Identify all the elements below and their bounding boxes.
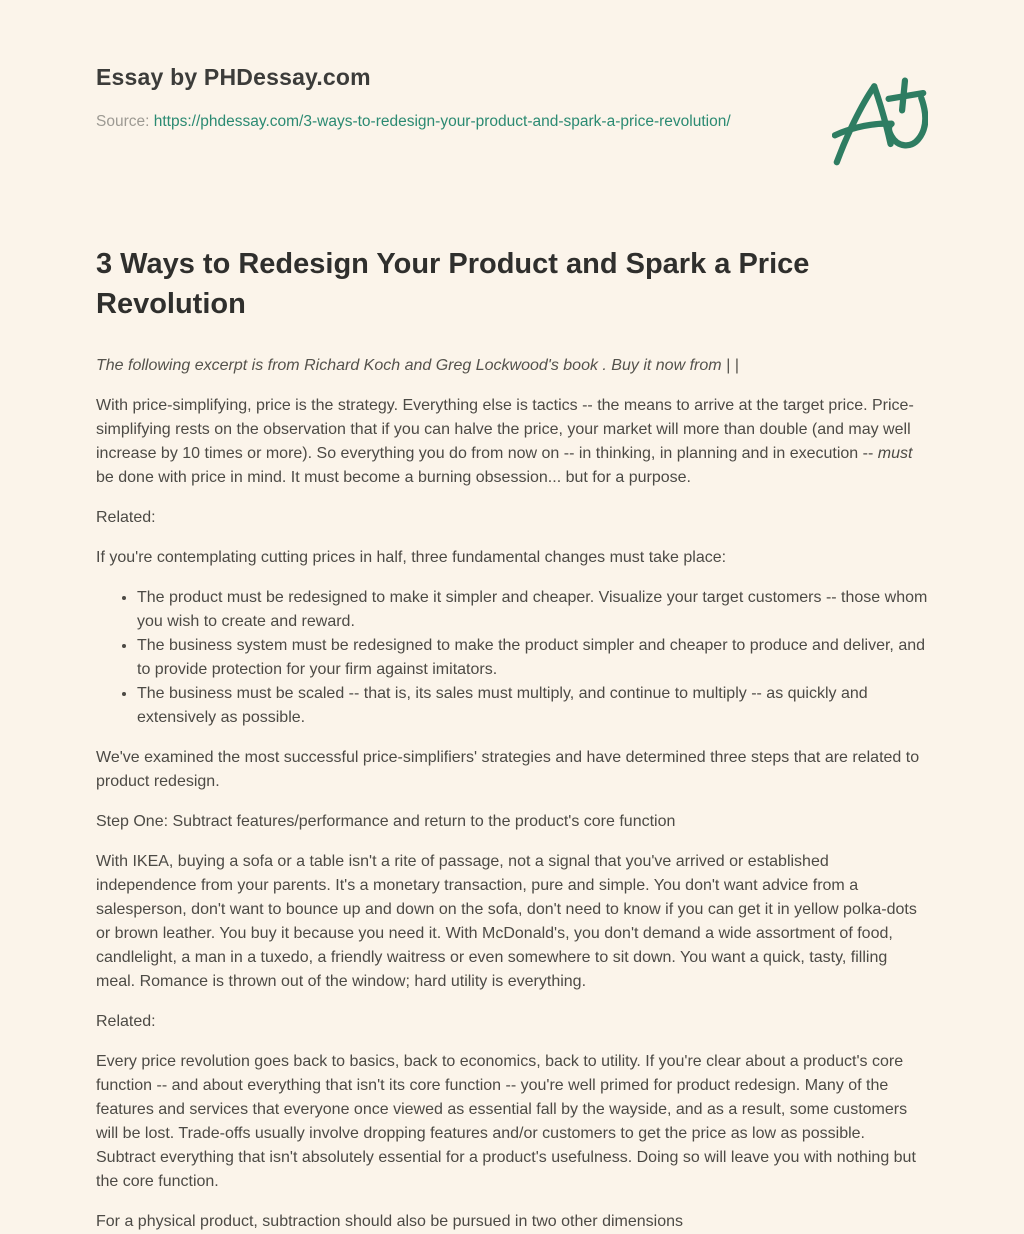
paragraph-three-changes: If you're contemplating cutting prices in half, three fundamental changes must take place: (96, 549, 727, 566)
paragraph-text: With price-simplifying, price is the strategy. Everything else is tactics -- the means to arrive at the target price. Price-simplifying rests on the observation that if you can halve the price, your market will more than double (and may well increase by 10 times or more). So everything you do from now on -- in thinking, in planning and in execution -- (96, 397, 914, 462)
site-header (96, 64, 928, 174)
source-label: Source: (96, 113, 150, 130)
essay-body (96, 394, 928, 1234)
essay-article (96, 244, 928, 1234)
list-item: • The business system must be redesigned to make the product simpler and cheaper to produce and deliver, and to provide protection for your firm against imitators. (137, 634, 928, 682)
paragraph-examined-strategies: We've examined the most successful price-simplifiers' strategies and have determined three steps that are related to product redesign. (96, 749, 920, 790)
changes-bullet-list (96, 586, 928, 730)
a-plus-logo-icon (832, 66, 928, 172)
paragraph-price-revolution: Every price revolution goes back to basics, back to economics, back to utility. If you're clear about a product's core function -- and about everything that isn't its core function -- you're well primed for product redesign. Many of the features and services that everyone once viewed as essential fall by the wayside, and as a result, some customers will be lost. Trade-offs usually involve dropping features and/or customers to get the price as low as possible. Subtract everything that isn't absolutely essential for a product's usefulness. Doing so will leave you with nothing but the core function. (96, 1053, 916, 1190)
related-label: Related: (96, 509, 156, 526)
excerpt-line: The following excerpt is from Richard Koch and Greg Lockwood's book . Buy it now from | | (96, 357, 739, 374)
source-line (96, 109, 736, 135)
site-title: Essay by PHDessay.com (96, 64, 371, 90)
paragraph-ikea-mcdonalds: With IKEA, buying a sofa or a table isn't a rite of passage, not a signal that you've arrived or established independence from your parents. It's a monetary transaction, pure and simple. You don't want advice from a salesperson, don't want to bounce up and down on the sofa, don't need to know if you can get it in yellow polka-dots or brown leather. You buy it because you need it. With McDonald's, you don't demand a wide assortment of food, candlelight, a man in a tuxedo, a friendly waitress or even somewhere to sit down. You want a quick, tasty, filling meal. Romance is thrown out of the window; hard utility is everything. (96, 853, 917, 990)
list-item: • The business must be scaled -- that is, its sales must multiply, and continue to multiply -- as quickly and extensively as possible. (137, 682, 928, 730)
page-container (96, 0, 928, 1234)
related-label: Related: (96, 1013, 156, 1030)
paragraph-price-strategy (96, 394, 928, 490)
paragraph-physical-product: For a physical product, subtraction should also be pursued in two other dimensions (96, 1213, 683, 1230)
step-one-heading: Step One: Subtract features/performance and return to the product's core function (96, 813, 676, 830)
emphasis-must: must (877, 445, 913, 462)
paragraph-text: be done with price in mind. It must become a burning obsession... but for a purpose. (96, 469, 691, 486)
article-title: 3 Ways to Redesign Your Product and Spark a Price Revolution (96, 248, 810, 320)
source-url-link[interactable]: https://phdessay.com/3-ways-to-redesign-your-product-and-spark-a-price-revolution/ (153, 113, 731, 130)
list-item: • The product must be redesigned to make it simpler and cheaper. Visualize your target customers -- those whom you wish to create and reward. (137, 586, 928, 634)
